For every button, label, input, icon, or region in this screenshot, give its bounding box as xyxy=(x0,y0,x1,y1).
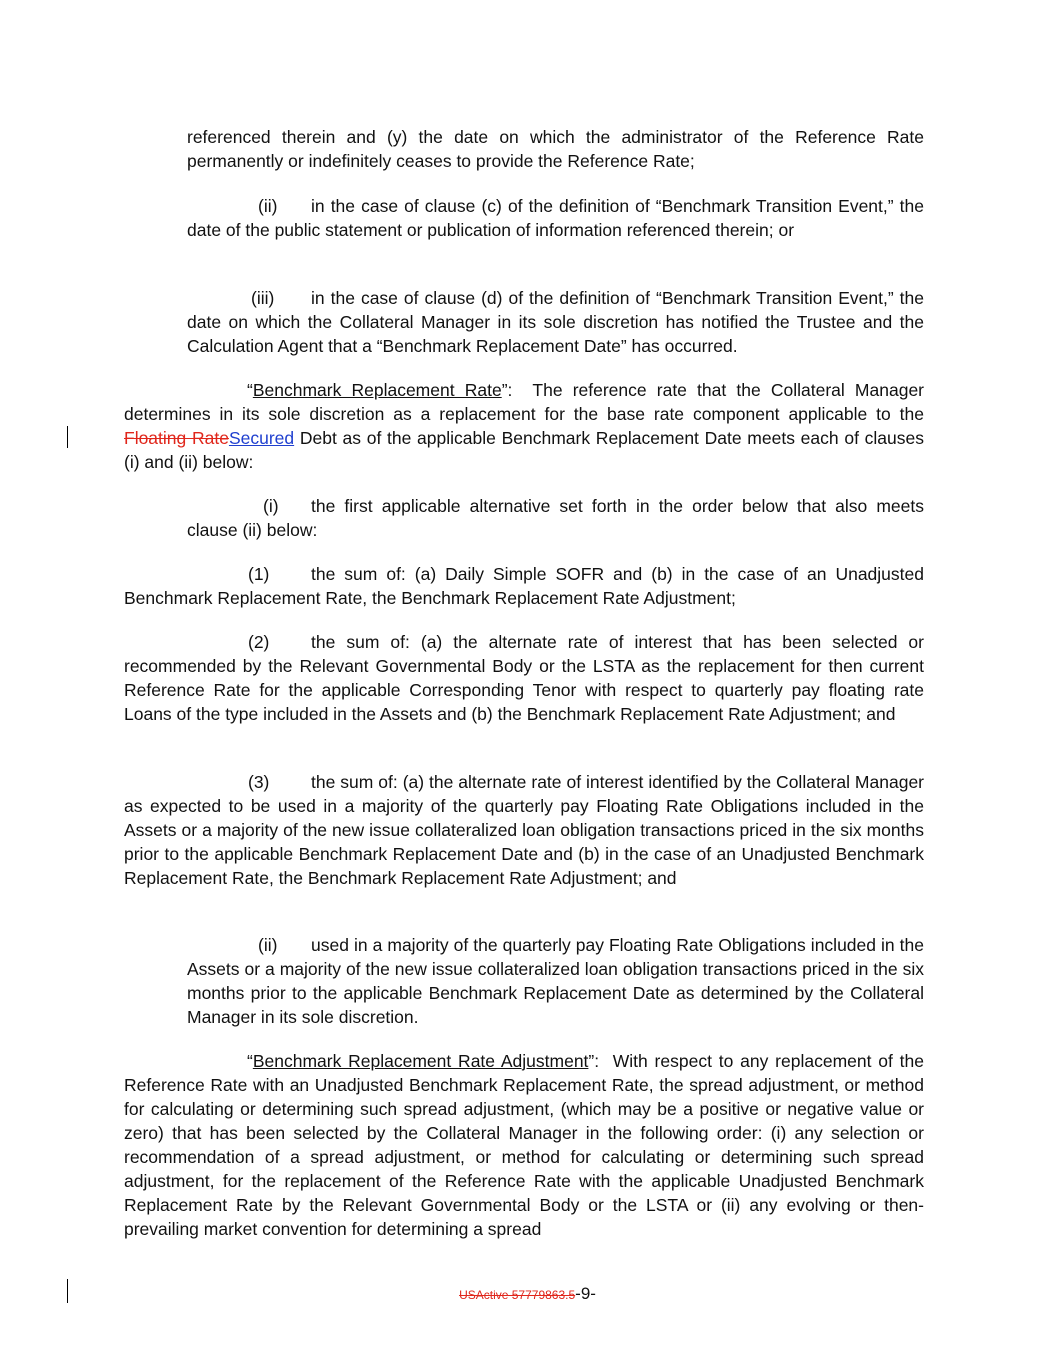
paragraph-clause-ii xyxy=(187,194,924,242)
paragraph-sub-1 xyxy=(124,562,924,610)
document-id: USActive 57779863.5 xyxy=(459,1288,576,1302)
paragraph-sub-2 xyxy=(124,630,924,726)
paragraph-text: the first applicable alternative set forth in the order below that also meets clause (ii) below: xyxy=(187,496,924,540)
paragraph-text: The reference rate that the Collateral Manager determines in its sole discretion as a replacement for the base rate component applicable to the xyxy=(124,380,924,424)
close-quote: ”: xyxy=(588,1051,600,1071)
open-quote: “ xyxy=(247,1051,253,1071)
page-number: -9- xyxy=(575,1284,596,1303)
inserted-text: Secured xyxy=(228,428,295,448)
deleted-text: Floating Rate xyxy=(124,428,229,448)
paragraph-text: the sum of: (a) Daily Simple SOFR and (b) in the case of an Unadjusted Benchmark Replacement Rate, the Benchmark Replacement Rate Adjustment; xyxy=(124,564,924,608)
paragraph-text: the sum of: (a) the alternate rate of interest that has been selected or recommended by the Relevant Governmental Body or the LSTA as the replacement for then current Reference Rate for the applicable Corresponding Tenor with respect to quarterly pay floating rate Loans of the type included in the Assets and (b) the Benchmark Replacement Rate Adjustment; and xyxy=(124,632,924,724)
paragraph-sub-3 xyxy=(124,770,924,890)
paragraph-text: the sum of: (a) the alternate rate of interest identified by the Collateral Manager as expected to be used in a majority of the quarterly pay Floating Rate Obligations included in the Assets or a majority of the new issue collateralized loan obligation transactions priced in the six months prior to the applicable Benchmark Replacement Date and (b) in the case of an Unadjusted Benchmark Replacement Rate, the Benchmark Replacement Rate Adjustment; and xyxy=(124,772,924,888)
paragraph-text: Debt as of the applicable Benchmark Replacement Date meets each of clauses (i) and (ii) below: xyxy=(124,428,924,472)
defined-term: Benchmark Replacement Rate xyxy=(252,380,502,400)
open-quote: “ xyxy=(247,380,253,400)
paragraph-text: in the case of clause (d) of the definition of “Benchmark Transition Event,” the date on which the Collateral Manager in its sole discretion has notified the Trustee and the Calculation Agent that a “Benchmark Replacement Date” has occurred. xyxy=(187,288,924,356)
paragraph-text: used in a majority of the quarterly pay Floating Rate Obligations included in the Assets or a majority of the new issue collateralized loan obligation transactions priced in the six months prior to the applicable Benchmark Replacement Date as determined by the Collateral Manager in its sole discretion. xyxy=(187,935,924,1027)
definition-benchmark-replacement-rate xyxy=(124,378,924,474)
paragraph-clause-i xyxy=(187,494,924,542)
paragraph-clause-iii xyxy=(187,286,924,358)
clause-label: (1) xyxy=(248,564,270,584)
paragraph-clause-ii-used xyxy=(187,933,924,1029)
definition-benchmark-replacement-rate-adjustment xyxy=(124,1049,924,1241)
close-quote: ”: xyxy=(501,380,513,400)
clause-label: (iii) xyxy=(251,288,275,308)
paragraph-text: in the case of clause (c) of the definition of “Benchmark Transition Event,” the date of the public statement or publication of information referenced therein; or xyxy=(187,196,924,240)
paragraph-text: referenced therein and (y) the date on which the administrator of the Reference Rate permanently or indefinitely ceases to provide the Reference Rate; xyxy=(187,127,924,171)
clause-label: (ii) xyxy=(258,935,278,955)
clause-label: (2) xyxy=(248,632,270,652)
clause-label: (3) xyxy=(248,772,270,792)
defined-term: Benchmark Replacement Rate Adjustment xyxy=(252,1051,589,1071)
clause-label: (i) xyxy=(263,496,279,516)
clause-label: (ii) xyxy=(258,196,278,216)
change-bar xyxy=(67,426,68,448)
paragraph-continuation xyxy=(187,125,924,173)
paragraph-text: With respect to any replacement of the Reference Rate with an Unadjusted Benchmark Replacement Rate, the spread adjustment, or method for calculating or determining such spread adjustment, (which may be a positive or negative value or zero) that has been selected by the Collateral Manager in the following order: (i) any selection or recommendation of a spread adjustment, or method for calculating or determining such spread adjustment, for the replacement of the Reference Rate with the applicable Unadjusted Benchmark Replacement Rate by the Relevant Governmental Body or the LSTA or (ii) any evolving or then-prevailing market convention for determining a spread xyxy=(124,1051,925,1239)
page-footer xyxy=(0,1281,1055,1307)
